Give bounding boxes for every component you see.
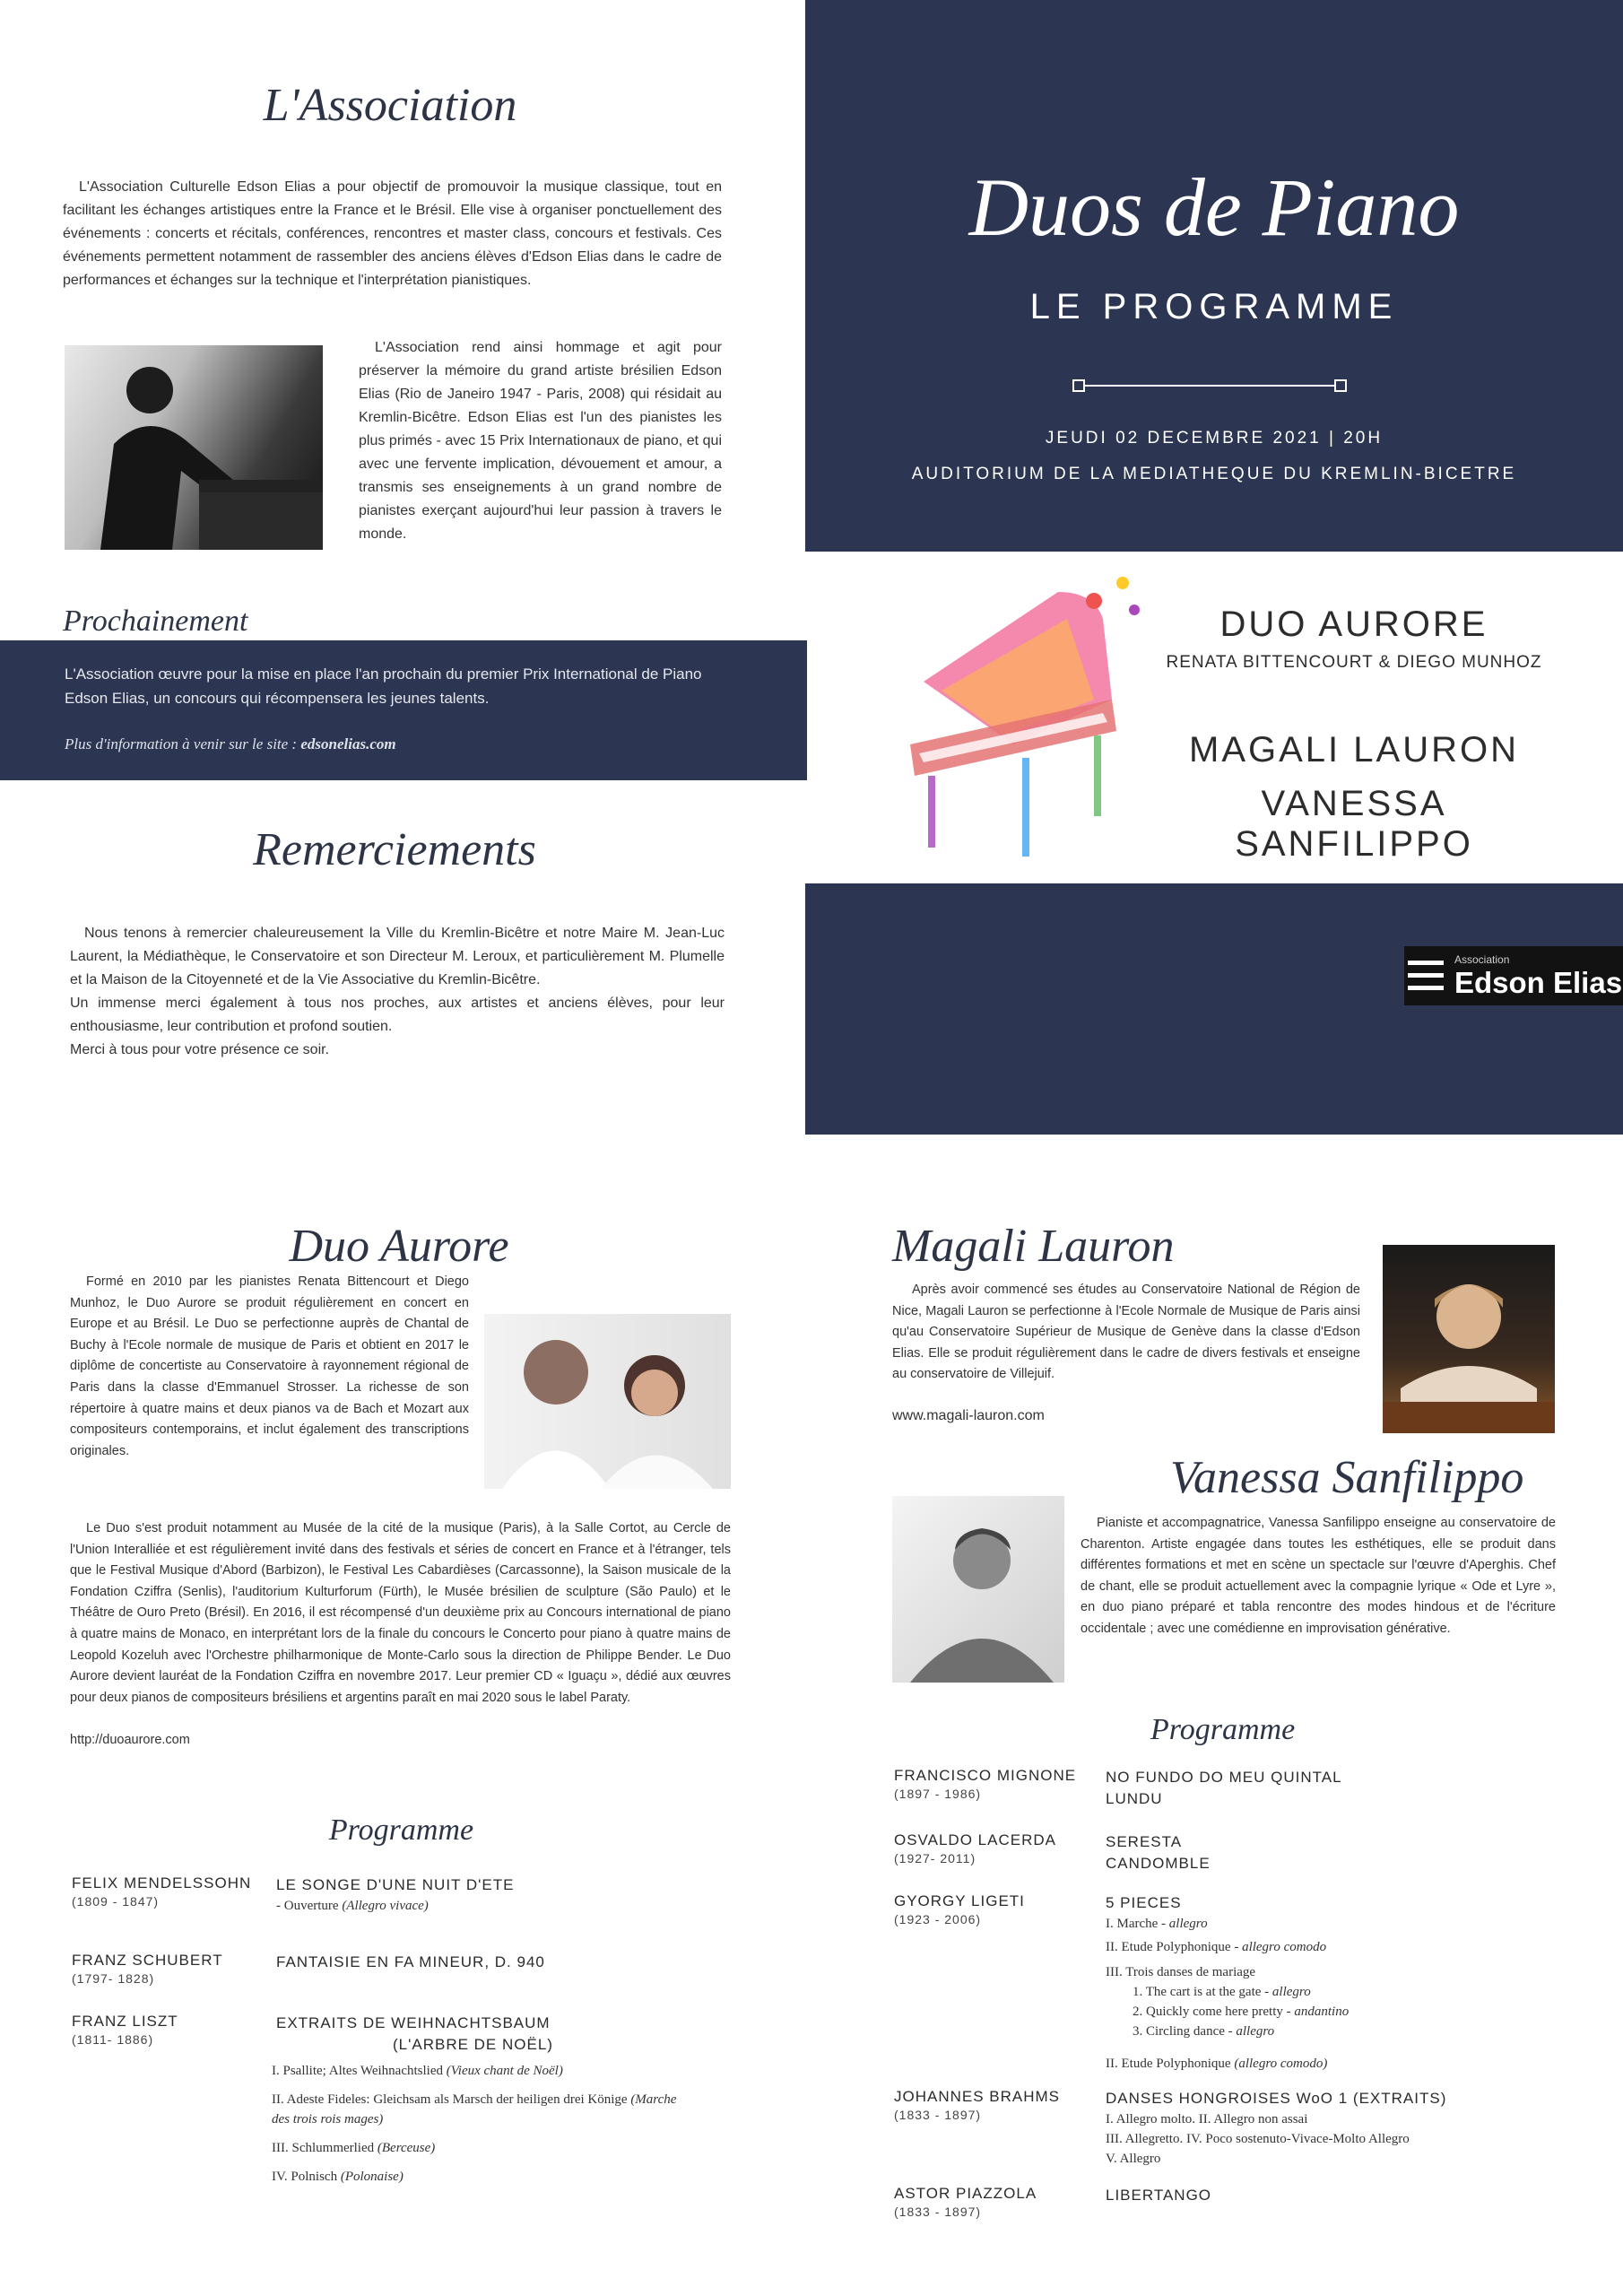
duo-aurore-paragraph-2: Le Duo s'est produit notamment au Musée de la cité de la musique (Paris), à la Salle Cortot, au Cercle de l'Union Interalliée et est régulièrement invité dans des festivals et séries de concert en France et à l'étranger, tels que le Festival Musique d'Abord (Barbizon), le Festival Les Cabardièses (Carcassonne), la Saison musicale de la Fondation Cziffra (Senlis), l'auditorium Kulturforum (Fürth), le Musée brésilien de sculpture (São Paulo) et le Théâtre de Ouro Preto (Brésil). En 2016, il est récompensé d'un deuxième prix au Concours international de piano à quatre mains de Monaco, en interprétant lors de la finale du concours le Concerto pour piano à quatre mains de Leopold Kozeluh avec l'Orchestre philharmonique de Monte-Carlo sous la direction de Philippe Bender. Le Duo Aurore devient lauréat de la Fondation Cziffra en novembre 2017. Leur premier CD « Iguaçu », dédié aux œuvres pour deux pianos de compositeurs brésiliens et argentins paraît en mai 2020 sous le label Paraty. — [70, 1521, 731, 1705]
logo-big-text: Edson Elias — [1454, 966, 1623, 999]
prochainement-more — [65, 735, 396, 753]
site-link[interactable]: edsonelias.com — [300, 735, 396, 752]
remerciements-block — [70, 922, 725, 1062]
programme-2-title: Programme — [1150, 1713, 1296, 1746]
composer-dates: (1811- 1886) — [72, 2032, 154, 2047]
composer-dates: (1797- 1828) — [72, 1971, 155, 1986]
prochainement-title: Prochainement — [63, 604, 248, 638]
composer-name: FRANZ LISZT — [72, 2013, 178, 2030]
composer-name: FRANCISCO MIGNONE — [894, 1767, 1077, 1784]
brahms-dance: I. Allegro molto. II. Allegro non assai — [1106, 2112, 1308, 2126]
duo-portrait-icon — [484, 1314, 731, 1489]
composer-dates: (1923 - 2006) — [894, 1912, 982, 1926]
liszt-part: II. Adeste Fideles: Gleichsam als Marsch der heiligen drei Könige (Marche des trois rois mages) — [272, 2092, 677, 2126]
association-paragraph-1: L'Association Culturelle Edson Elias a pour objectif de promouvoir la musique classique, tout en facilitant les échanges artistiques entre la France et le Brésil. Elle vise à organiser ponctuellement des événements : concerts et récitals, conférences, rencontres et master class, concours et festivals. Ces événements permettent notamment de rassembler des anciens élèves d'Edson Elias dans le cadre de performances et échanges sur la technique et l'interprétation pianistiques. — [63, 179, 722, 288]
duo-aurore-paragraph-1: Formé en 2010 par les pianistes Renata Bittencourt et Diego Munhoz, le Duo Aurore se produit régulièrement en concert en Europe et au Brésil. Le Duo se perfectionne auprès de Chantal de Buchy à l'Ecole normale de musique de Paris et obtient en 2017 le diplôme de concertiste au Conservatoire à rayonnement régional de Paris dans la classe d'Emmanuel Strosser. La richesse de son répertoire à quatre mains et deux pianos va de Bach et Mozart aux compositeurs contemporains, et inclut également des transcriptions originales. — [70, 1274, 469, 1458]
composer-dates: (1897 - 1986) — [894, 1787, 982, 1801]
work-title: LUNDU — [1106, 1790, 1163, 1807]
liszt-part: I. Psallite; Altes Weihnachtslied (Vieux chant de Noël) — [272, 2064, 563, 2078]
remerciements-title: Remerciements — [253, 824, 536, 875]
cover-title: Duos de Piano — [968, 161, 1460, 253]
composer-name: ASTOR PIAZZOLA — [894, 2185, 1037, 2202]
composer-name: OSVALDO LACERDA — [894, 1831, 1056, 1848]
duo2-line-1: MAGALI LAURON — [1189, 730, 1519, 770]
vanessa-paragraph: Pianiste et accompagnatrice, Vanessa Sanfilippo enseigne au conservatoire de Charenton. Artiste engagée dans toutes les esthétiques, elle se produit dans différentes formations et met en scène un spectacle sur l'œuvre d'Aperghis. Chef de chant, elle se produit actuellement avec la compagnie lyrique « Ode et Lyre », en duo piano préparé et tabla rencontre des modes hindous et de l'écriture occidentale ; avec une comédienne en improvisation générative. — [1081, 1516, 1556, 1636]
work-title-2: (L'ARBRE DE NOËL) — [393, 2036, 553, 2053]
composer-name: JOHANNES BRAHMS — [894, 2088, 1061, 2105]
pianist-silhouette-icon — [65, 345, 323, 550]
work-title: DANSES HONGROISES WoO 1 (EXTRAITS) — [1106, 2090, 1447, 2107]
work-title: NO FUNDO DO MEU QUINTAL — [1106, 1769, 1342, 1786]
remerciements-line-3: Merci à tous pour votre présence ce soir. — [70, 1042, 330, 1057]
cover-top-panel — [805, 0, 1623, 552]
prochainement-text: L'Association œuvre pour la mise en place l'an prochain du premier Prix International de Piano Edson Elias, un concours qui récompensera les jeunes talents. — [65, 665, 702, 707]
composer-name: GYORGY LIGETI — [894, 1892, 1025, 1909]
composer-dates: (1927- 2011) — [894, 1851, 976, 1866]
cover-date: JEUDI 02 DECEMBRE 2021 | 20H — [1045, 429, 1384, 448]
brahms-dance: III. Allegretto. IV. Poco sostenuto-Vivace-Molto Allegro — [1106, 2132, 1410, 2146]
prochainement-more-prefix: Plus d'information à venir sur le site : — [65, 735, 301, 752]
remerciements-line-1: Nous tenons à remercier chaleureusement la Ville du Kremlin-Bicêtre et notre Maire M. Jean-Luc Laurent, la Médiathèque, le Conservatoire et son Directeur M. Leroux, et particulièrement M. Plumelle et la Maison de la Citoyenneté et de la Vie Associative du Kremlin-Bicêtre. — [70, 926, 725, 987]
colorful-piano-icon — [888, 565, 1157, 870]
work-title: 5 PIECES — [1106, 1894, 1182, 1911]
vanessa-title: Vanessa Sanfilippo — [1170, 1452, 1524, 1503]
ligeti-movement: I. Marche - allegro — [1106, 1917, 1208, 1931]
magali-url[interactable]: www.magali-lauron.com — [892, 1408, 1045, 1423]
ligeti-movement: II. Etude Polyphonique - allegro comodo — [1106, 1940, 1327, 1954]
prochainement-banner — [0, 640, 807, 780]
brahms-dance: V. Allegro — [1106, 2152, 1161, 2166]
vanessa-photo — [892, 1496, 1064, 1683]
cover-divider — [1072, 378, 1347, 392]
work-title: EXTRAITS DE WEIHNACHTSBAUM — [276, 2014, 551, 2031]
work-title: SERESTA — [1106, 1833, 1183, 1850]
ligeti-movement: II. Etude Polyphonique (allegro comodo) — [1106, 2057, 1328, 2071]
association-paragraph-2: L'Association rend ainsi hommage et agit pour préserver la mémoire du grand artiste brésilien Edson Elias (Rio de Janeiro 1947 - Paris, 2008) qui résidait au Kremlin-Bicêtre. Edson Elias est l'un des pianistes les plus primés - avec 15 Prix Internationaux de piano, et qui avec une fervente implication, dévouement et amour, a transmis ses enseignements à un grand nombre de pianistes exerçant aujourd'hui leur passion à travers le monde. — [359, 340, 722, 542]
vanessa-portrait-icon — [892, 1496, 1064, 1683]
work-title: CANDOMBLE — [1106, 1855, 1211, 1872]
magali-photo — [1383, 1245, 1555, 1433]
composer-dates: (1809 - 1847) — [72, 1894, 160, 1909]
logo-stripes-icon — [1408, 961, 1444, 991]
programme-1-title: Programme — [328, 1813, 474, 1847]
composer-dates: (1833 - 1897) — [894, 2108, 982, 2122]
ligeti-dance: 2. Quickly come here pretty - andantino — [1133, 2005, 1350, 2019]
cover-bottom-panel — [805, 883, 1623, 1135]
association-title: L'Association — [263, 80, 517, 131]
magali-paragraph: Après avoir commencé ses études au Conservatoire National de Région de Nice, Magali Lauron se perfectionne à l'Ecole Normale de Musique de Paris ainsi qu'au Conservatoire Supérieur de Musique de Genève dans la classe d'Edson Elias. Elle se produit régulièrement dans le cadre de divers festivals et enseigne au conservatoire de Villejuif. — [892, 1283, 1360, 1382]
duo2-line-2: VANESSA SANFILIPPO — [1235, 784, 1473, 864]
ligeti-dance: 1. The cart is at the gate - allegro — [1133, 1985, 1311, 1999]
work-title: LIBERTANGO — [1106, 2187, 1212, 2204]
liszt-part: IV. Polnisch (Polonaise) — [272, 2170, 404, 2184]
edson-elias-photo — [65, 345, 323, 550]
liszt-part: III. Schlummerlied (Berceuse) — [272, 2141, 436, 2155]
composer-name: FRANZ SCHUBERT — [72, 1952, 223, 1969]
piano-illustration — [888, 565, 1157, 870]
duo1-members: RENATA BITTENCOURT & DIEGO MUNHOZ — [1166, 653, 1542, 672]
work-subtitle: - Ouverture (Allegro vivace) — [276, 1899, 429, 1913]
cover-venue: AUDITORIUM DE LA MEDIATHEQUE DU KREMLIN-BICETRE — [911, 465, 1517, 483]
remerciements-line-2: Un immense merci également à tous nos proches, aux artistes et anciens élèves, pour leur enthousiasme, leur contribution et profond soutien. — [70, 996, 725, 1034]
ligeti-dance: 3. Circling dance - allegro — [1133, 2024, 1275, 2039]
duo-aurore-url[interactable]: http://duoaurore.com — [70, 1733, 190, 1747]
edson-elias-logo — [1404, 946, 1623, 1005]
logo-small-text: Association — [1454, 953, 1510, 966]
ligeti-movement: III. Trois danses de mariage — [1106, 1965, 1256, 1979]
magali-title: Magali Lauron — [892, 1221, 1175, 1272]
duo-aurore-photo — [484, 1314, 731, 1489]
magali-portrait-icon — [1383, 1245, 1555, 1433]
work-title: LE SONGE D'UNE NUIT D'ETE — [276, 1876, 515, 1893]
composer-name: FELIX MENDELSSOHN — [72, 1874, 252, 1892]
duo-aurore-title: Duo Aurore — [289, 1221, 509, 1272]
cover-subtitle: LE PROGRAMME — [1029, 287, 1399, 326]
work-title: FANTAISIE EN FA MINEUR, D. 940 — [276, 1953, 545, 1970]
duo1-name: DUO AURORE — [1219, 604, 1488, 644]
liszt-parts — [272, 2061, 684, 2187]
composer-dates: (1833 - 1897) — [894, 2205, 982, 2219]
